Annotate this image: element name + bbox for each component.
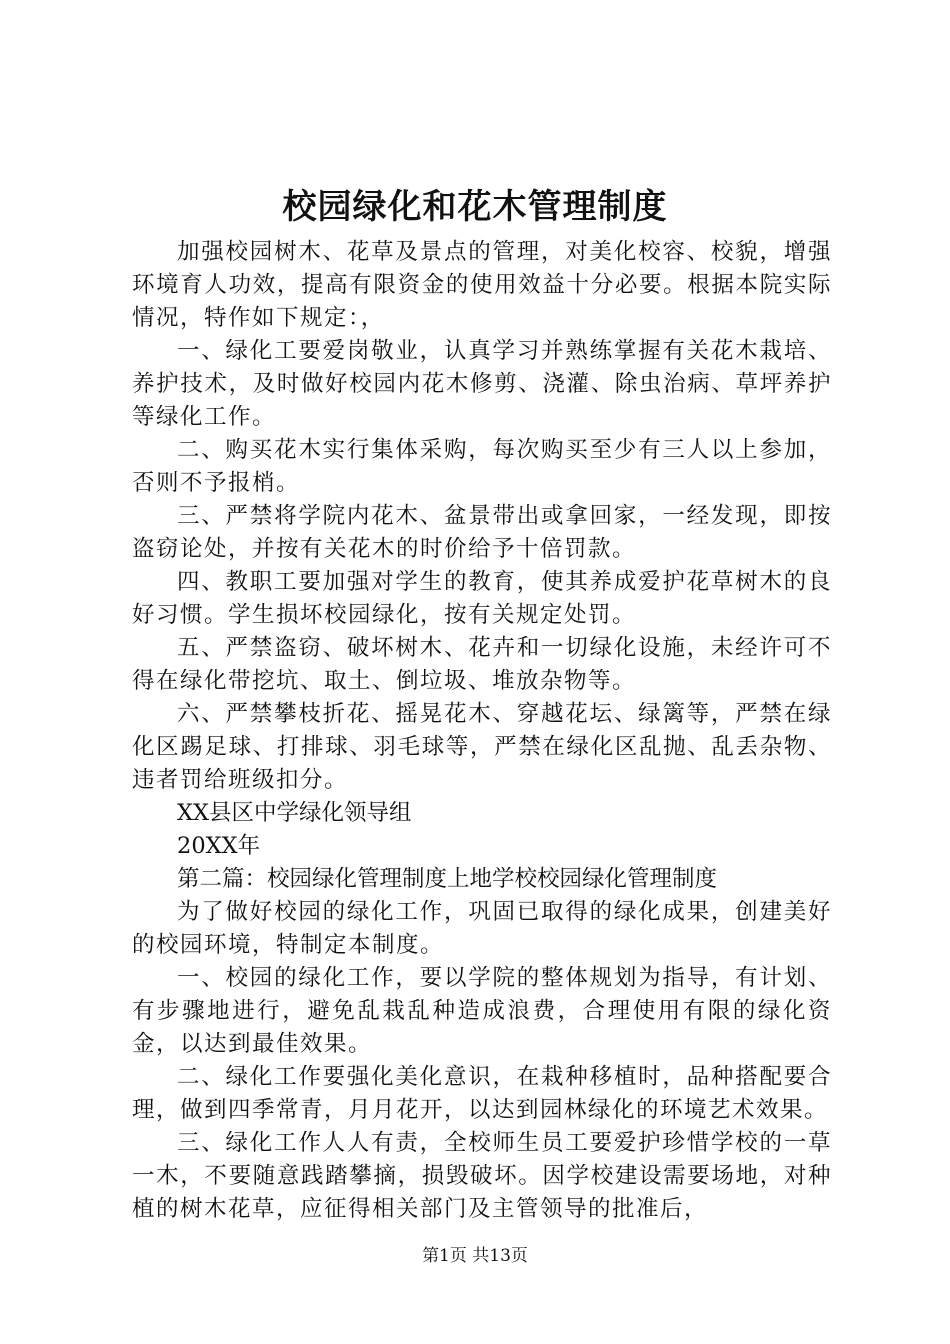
intro-paragraph: 为了做好校园的绿化工作，巩固已取得的绿化成果，创建美好的校园环境，特制定本制度。 bbox=[132, 899, 832, 958]
rule-paragraph: 六、严禁攀枝折花、摇晃花木、穿越花坛、绿篱等，严禁在绿化区踢足球、打排球、羽毛球等，严禁在绿化区乱抛、乱丢杂物、违者罚给班级扣分。 bbox=[132, 701, 832, 793]
document-body bbox=[132, 236, 832, 1226]
rule-paragraph: 三、绿化工作人人有责，全校师生员工要爱护珍惜学校的一草一木，不要随意践踏攀摘，损毁破坏。因学校建设需要场地，对种植的树木花草，应征得相关部门及主管领导的批准后， bbox=[132, 1130, 832, 1222]
signature-organization: XX县区中学绿化领导组 bbox=[177, 800, 412, 826]
rule-paragraph: 二、购买花木实行集体采购，每次购买至少有三人以上参加，否则不予报梢。 bbox=[132, 437, 832, 496]
rule-paragraph: 四、教职工要加强对学生的教育，使其养成爱护花草树木的良好习惯。学生损坏校园绿化，按有关规定处罚。 bbox=[132, 569, 832, 628]
rule-paragraph: 一、绿化工要爱岗敬业，认真学习并熟练掌握有关花木栽培、养护技术，及时做好校园内花木修剪、浇灌、除虫治病、草坪养护等绿化工作。 bbox=[132, 338, 832, 430]
document-title: 校园绿化和花木管理制度 bbox=[282, 187, 668, 227]
signature-year: 20XX年 bbox=[177, 833, 261, 859]
rule-paragraph: 三、严禁将学院内花木、盆景带出或拿回家，一经发现，即按盗窃论处，并按有关花木的时价给予十倍罚款。 bbox=[132, 503, 832, 562]
section-heading: 第二篇：校园绿化管理制度上地学校校园绿化管理制度 bbox=[177, 866, 718, 892]
intro-paragraph: 加强校园树木、花草及景点的管理，对美化校容、校貌，增强环境育人功效，提高有限资金的使用效益十分必要。根据本院实际情况，特作如下规定：， bbox=[132, 239, 832, 331]
rule-paragraph: 二、绿化工作要强化美化意识，在栽种移植时，品种搭配要合理，做到四季常青，月月花开，以达到园林绿化的环境艺术效果。 bbox=[132, 1064, 832, 1123]
page-footer: 第1页 共13页 bbox=[422, 1246, 528, 1266]
rule-paragraph: 五、严禁盗窃、破坏树木、花卉和一切绿化设施，未经许可不得在绿化带挖坑、取土、倒垃圾、堆放杂物等。 bbox=[132, 635, 832, 694]
rule-paragraph: 一、校园的绿化工作，要以学院的整体规划为指导，有计划、有步骤地进行，避免乱栽乱种造成浪费，合理使用有限的绿化资金，以达到最佳效果。 bbox=[132, 965, 832, 1057]
